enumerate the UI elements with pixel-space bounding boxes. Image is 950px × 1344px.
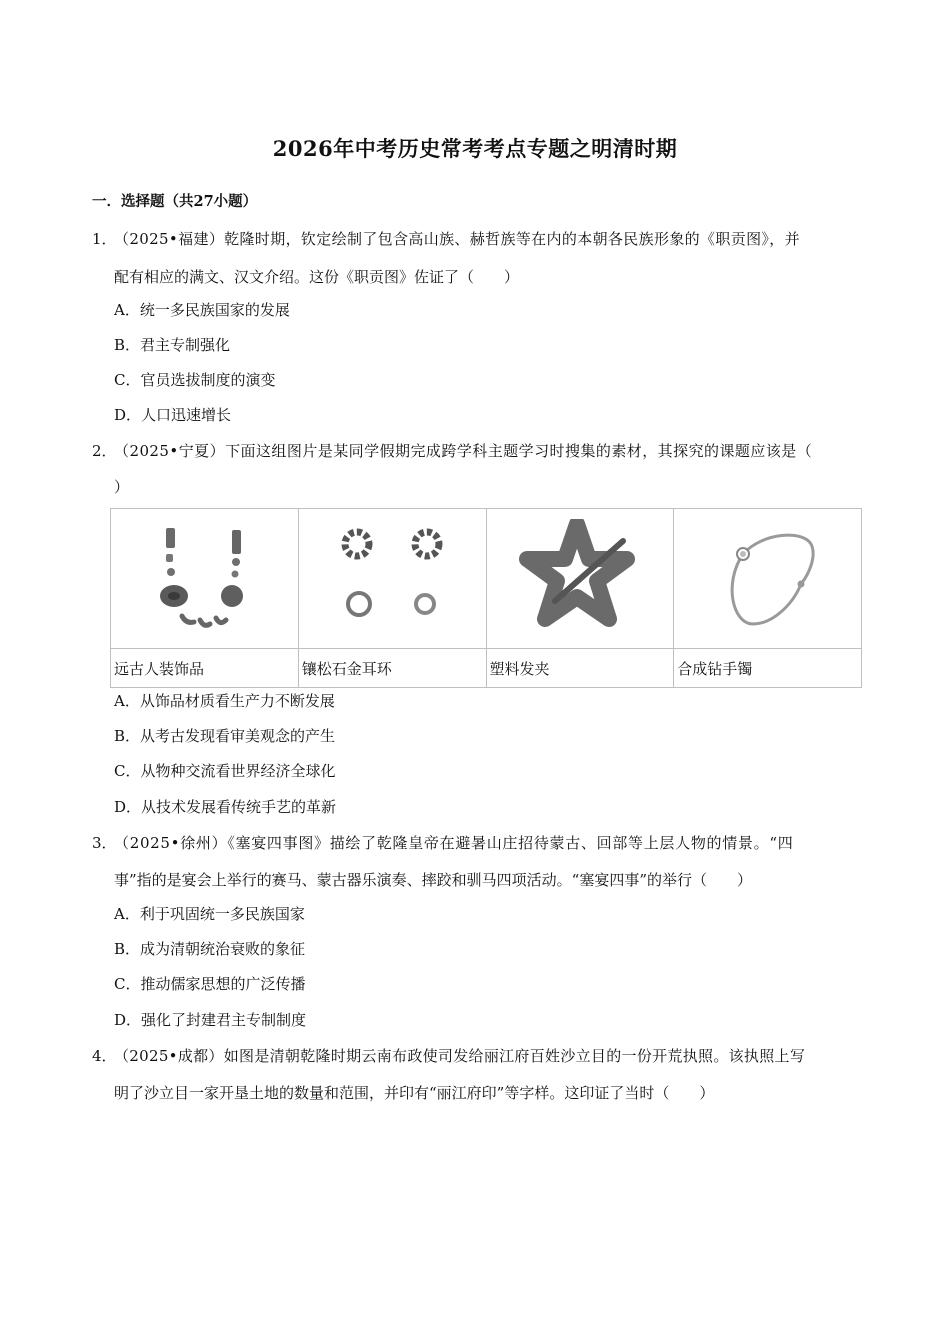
question-3-option-c: C．推动儒家思想的广泛传播 [114, 975, 306, 993]
question-2-number: 2． [92, 442, 117, 460]
question-1-option-b: B．君主专制强化 [114, 336, 231, 354]
image-cell-1 [111, 509, 299, 649]
question-3-option-a: A．利于巩固统一多民族国家 [114, 905, 305, 923]
question-4-line-1: （2025•成都）如图是清朝乾隆时期云南布政使司发给丽江府百姓沙立目的一份开荒执照。该执照上写 [114, 1047, 806, 1065]
question-2-option-d: D．从技术发展看传统手艺的革新 [114, 798, 337, 816]
question-3-line-1: （2025•徐州）《塞宴四事图》描绘了乾隆皇帝在避暑山庄招待蒙古、回部等上层人物的情景。“四 [114, 834, 794, 852]
question-2-option-b: B．从考古发现看审美观念的产生 [114, 727, 336, 745]
question-2-option-a: A．从饰品材质看生产力不断发展 [114, 692, 335, 710]
question-4-line-2: 明了沙立目一家开垦土地的数量和范围，并印有“丽江府印”等字样。这印证了当时（ ） [114, 1084, 715, 1102]
bracelet-icon [713, 524, 823, 634]
caption-2: 镶松石金耳环 [298, 649, 486, 688]
question-1-line-2: 配有相应的满文、汉文介绍。这份《职贡图》佐证了（ ） [114, 268, 520, 286]
question-1-line-1: （2025•福建）乾隆时期，钦定绘制了包含高山族、赫哲族等在内的本朝各民族形象的《职贡图》，并 [114, 230, 800, 248]
section-heading: 一．选择题（共27小题） [92, 193, 258, 210]
question-3-option-b: B．成为清朝统治衰败的象征 [114, 940, 306, 958]
turquoise-earrings-icon [327, 524, 457, 634]
question-3-number: 3． [92, 834, 117, 852]
question-1-number: 1． [92, 230, 117, 248]
question-3-line-2: 事”指的是宴会上举行的赛马、蒙古器乐演奏、摔跤和驯马四项活动。“塞宴四事”的举行（ ） [114, 871, 753, 889]
caption-1: 远古人装饰品 [111, 649, 299, 688]
question-2-option-c: C．从物种交流看世界经济全球化 [114, 762, 336, 780]
ornament-image-table [110, 508, 862, 688]
page-title: 2026年中考历史常考考点专题之明清时期 [272, 136, 678, 161]
question-1-option-c: C．官员选拔制度的演变 [114, 371, 276, 389]
question-1-option-a: A．统一多民族国家的发展 [114, 301, 290, 319]
image-cell-3 [486, 509, 674, 649]
image-cell-2 [298, 509, 486, 649]
question-4-number: 4． [92, 1047, 117, 1065]
star-hairpin-icon [515, 519, 645, 639]
ancient-ornament-icon [144, 524, 264, 634]
question-1-option-d: D．人口迅速增长 [114, 406, 232, 424]
caption-4: 合成钻手镯 [674, 649, 862, 688]
question-3-option-d: D．强化了封建君主专制制度 [114, 1011, 307, 1029]
question-2-line-1: （2025•宁夏）下面这组图片是某同学假期完成跨学科主题学习时搜集的素材，其探究的课题应该是（ [114, 442, 813, 460]
caption-3: 塑料发夹 [486, 649, 674, 688]
question-2-line-2: ） [114, 478, 130, 496]
image-cell-4 [674, 509, 862, 649]
